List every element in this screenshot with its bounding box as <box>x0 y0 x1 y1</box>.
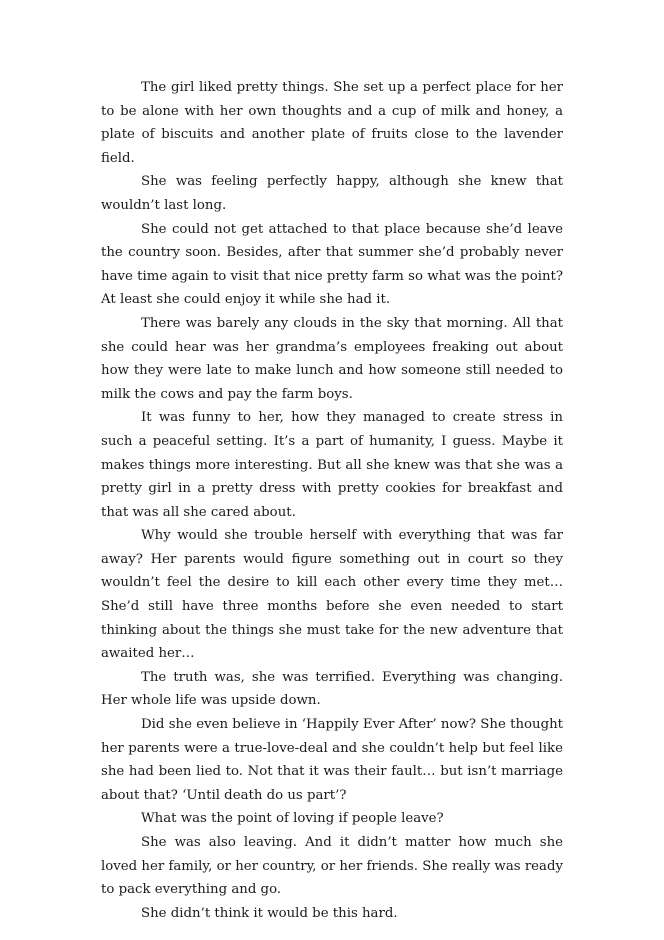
paragraph-4: There was barely any clouds in the sky that morning. All that she could hear was her grandma’s employees freaking out about how they were late to make lunch and how someone still needed to milk the cows and pay the farm boys. <box>101 315 563 402</box>
paragraph-11: She didn’t think it would be this hard. <box>141 905 398 921</box>
paragraph-8: Did she even believe in ‘Happily Ever After’ now? She thought her parents were a true-love-deal and she couldn’t help but feel like she had been lied to. Not that it was their fault… but isn’t marriage about that? ‘Until death do us part’? <box>101 717 563 803</box>
paragraph-10: She was also leaving. And it didn’t matter how much she loved her family, or her country, or her friends. She really was ready to pack everything and go. <box>101 835 563 898</box>
paragraph-5: It was funny to her, how they managed to create stress in such a peaceful setting. It’s a part of humanity, I guess. Maybe it makes things more interesting. But all she knew was that she was a pretty girl in a pretty dress with pretty cookies for breakfast and that was all she cared about. <box>101 410 563 520</box>
paragraph-1: The girl liked pretty things. She set up a perfect place for her to be alone with her own thoughts and a cup of milk and honey, a plate of biscuits and another plate of fruits close to the lavender field. <box>101 80 563 166</box>
paragraph-6: Why would she trouble herself with everything that was far away? Her parents would figure something out in court so they wouldn’t feel the desire to kill each other every time they met… She’d still have three months before she even needed to start thinking about the things she must take for the new adventure that awaited her… <box>101 528 563 662</box>
paragraph-7: The truth was, she was terrified. Everything was changing. Her whole life was upside down. <box>101 669 563 709</box>
paragraph-3: She could not get attached to that place because she’d leave the country soon. Besides, after that summer she’d probably never have time again to visit that nice pretty farm so what was the point? At least she could enjoy it while she had it. <box>101 221 563 308</box>
story-text <box>101 76 563 925</box>
paragraph-2: She was feeling perfectly happy, although she knew that wouldn’t last long. <box>101 174 563 213</box>
paragraph-9: What was the point of loving if people leave? <box>141 811 444 827</box>
